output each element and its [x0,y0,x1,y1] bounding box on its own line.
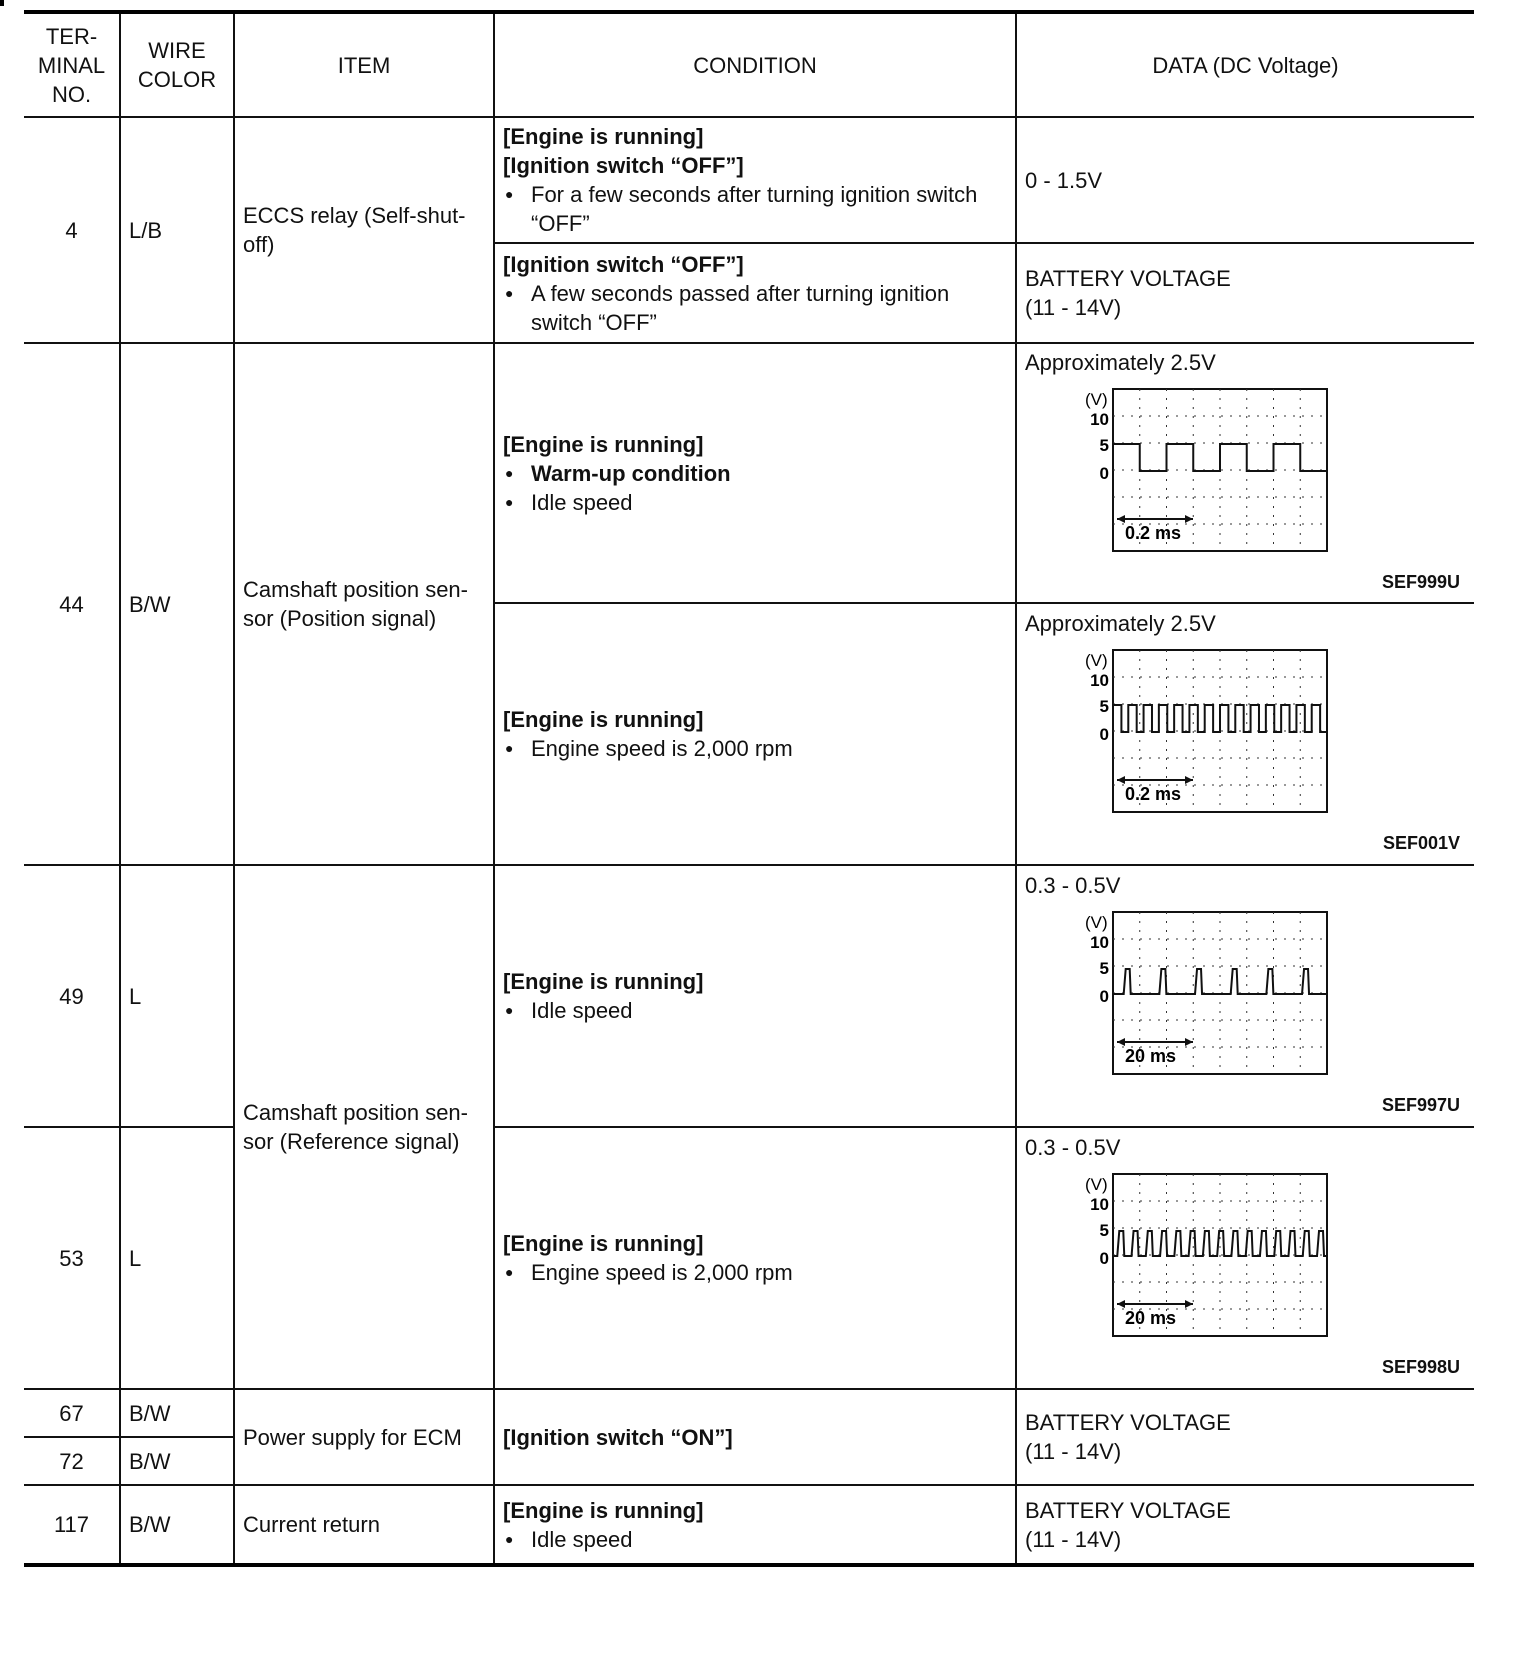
y-tick-label: 10 [1090,932,1109,952]
data-value: 0.3 - 0.5V [1025,1134,1121,1160]
oscilloscope-trace [1061,910,1351,1082]
y-tick-label: 5 [1099,1220,1109,1240]
figure-code: SEF998U [1381,1356,1460,1377]
header-row [24,12,1474,117]
condition-heading: [Ignition switch “OFF”] [503,153,744,178]
data-value: BATTERY VOLTAGE [1025,266,1231,291]
condition-cell [494,1389,1016,1485]
data-cell [1016,1485,1474,1565]
oscilloscope-trace [1061,387,1351,559]
data-cell [1016,865,1474,1127]
y-tick-label: 0 [1099,724,1109,744]
condition-heading: [Engine is running] [503,707,704,732]
header-wire-color: WIRE COLOR [120,12,234,117]
y-unit-label: (V) [1085,1174,1108,1194]
terminal-number: 49 [24,865,120,1127]
condition-bullet: ● Idle speed [503,488,1007,517]
time-scale-label: 0.2 ms [1125,783,1182,804]
data-cell [1016,117,1474,243]
condition-heading: [Engine is running] [503,124,704,149]
oscilloscope-figure [1025,900,1466,1122]
data-value: BATTERY VOLTAGE [1025,1410,1231,1435]
table-row [24,117,1474,243]
condition-bullet: ● Engine speed is 2,000 rpm [503,734,1007,763]
time-scale-label: 20 ms [1125,1045,1177,1066]
item-name: ECCS relay (Self-shut- off) [234,117,494,343]
condition-cell [494,865,1016,1127]
data-value: 0 - 1.5V [1025,167,1103,193]
header-terminal: TER- MINAL NO. [24,12,120,117]
header-data: DATA (DC Voltage) [1016,12,1474,117]
wire-color: B/W [120,1485,234,1565]
y-tick-label: 5 [1099,958,1109,978]
wire-color: L [120,1127,234,1389]
condition-cell [494,603,1016,865]
wire-color: L [120,865,234,1127]
terminal-number: 44 [24,343,120,865]
figure-code: SEF999U [1381,571,1460,592]
item-name: Camshaft position sen- sor (Reference signal) [234,865,494,1389]
item-name: Power supply for ECM [234,1389,494,1485]
header-item: ITEM [234,12,494,117]
oscilloscope-figure [1025,1162,1466,1384]
wire-color: B/W [120,1389,234,1437]
condition-heading: [Engine is running] [503,969,704,994]
item-name: Current return [234,1485,494,1565]
terminal-number: 72 [24,1437,120,1485]
table-row [24,865,1474,1127]
terminal-number: 4 [24,117,120,343]
condition-bullet: ● Warm-up condition [503,459,1007,488]
condition-heading: [Engine is running] [503,1231,704,1256]
data-cell [1016,1127,1474,1389]
figure-code: SEF997U [1381,1094,1460,1115]
condition-cell [494,343,1016,603]
y-unit-label: (V) [1085,650,1108,670]
wire-color: B/W [120,1437,234,1485]
data-cell [1016,1389,1474,1485]
y-tick-label: 10 [1090,670,1109,690]
terminal-number: 53 [24,1127,120,1389]
terminal-number: 67 [24,1389,120,1437]
y-unit-label: (V) [1085,912,1108,932]
data-cell [1016,243,1474,343]
data-cell [1016,603,1474,865]
condition-heading: [Engine is running] [503,1497,704,1523]
condition-cell [494,1127,1016,1389]
condition-bullet: ● A few seconds passed after turning ignition switch “OFF” [503,279,1007,337]
condition-heading: [Ignition switch “ON”] [503,1424,733,1450]
page-corner-mark [0,0,4,6]
wire-color: L/B [120,117,234,343]
header-condition: CONDITION [494,12,1016,117]
table-row [24,1389,1474,1437]
y-tick-label: 10 [1090,409,1109,429]
y-tick-label: 0 [1099,463,1109,483]
oscilloscope-trace [1061,1172,1351,1344]
y-tick-label: 5 [1099,435,1109,455]
y-tick-label: 0 [1099,1248,1109,1268]
figure-code: SEF001V [1382,832,1460,853]
condition-cell [494,243,1016,343]
oscilloscope-figure [1025,377,1466,599]
condition-bullet: ● For a few seconds after turning ignition switch “OFF” [503,180,1007,238]
table-row [24,1485,1474,1565]
condition-cell [494,1485,1016,1565]
condition-heading: [Ignition switch “OFF”] [503,251,744,277]
table-row [24,343,1474,603]
item-name: Camshaft position sen- sor (Position signal) [234,343,494,865]
condition-heading: [Engine is running] [503,431,704,457]
ecm-terminal-table [24,10,1474,1567]
y-tick-label: 10 [1090,1194,1109,1214]
data-value: (11 - 14V) [1025,1439,1122,1464]
data-value: BATTERY VOLTAGE [1025,1497,1231,1523]
time-scale-label: 20 ms [1125,1307,1177,1328]
time-scale-label: 0.2 ms [1125,522,1182,543]
condition-bullet: ● Engine speed is 2,000 rpm [503,1258,1007,1287]
wire-color: B/W [120,343,234,865]
terminal-number: 117 [24,1485,120,1565]
data-cell [1016,343,1474,603]
data-value: (11 - 14V) [1025,295,1122,320]
data-value: 0.3 - 0.5V [1025,872,1121,898]
condition-cell [494,117,1016,243]
y-tick-label: 0 [1099,986,1109,1006]
data-value: (11 - 14V) [1025,1526,1122,1552]
condition-bullet: ● Idle speed [503,996,1007,1025]
condition-bullet: ● Idle speed [503,1525,1007,1554]
data-value: Approximately 2.5V [1025,610,1216,636]
y-tick-label: 5 [1099,696,1109,716]
y-unit-label: (V) [1085,389,1108,409]
oscilloscope-figure [1025,638,1466,860]
data-value: Approximately 2.5V [1025,349,1216,375]
oscilloscope-trace [1061,648,1351,820]
